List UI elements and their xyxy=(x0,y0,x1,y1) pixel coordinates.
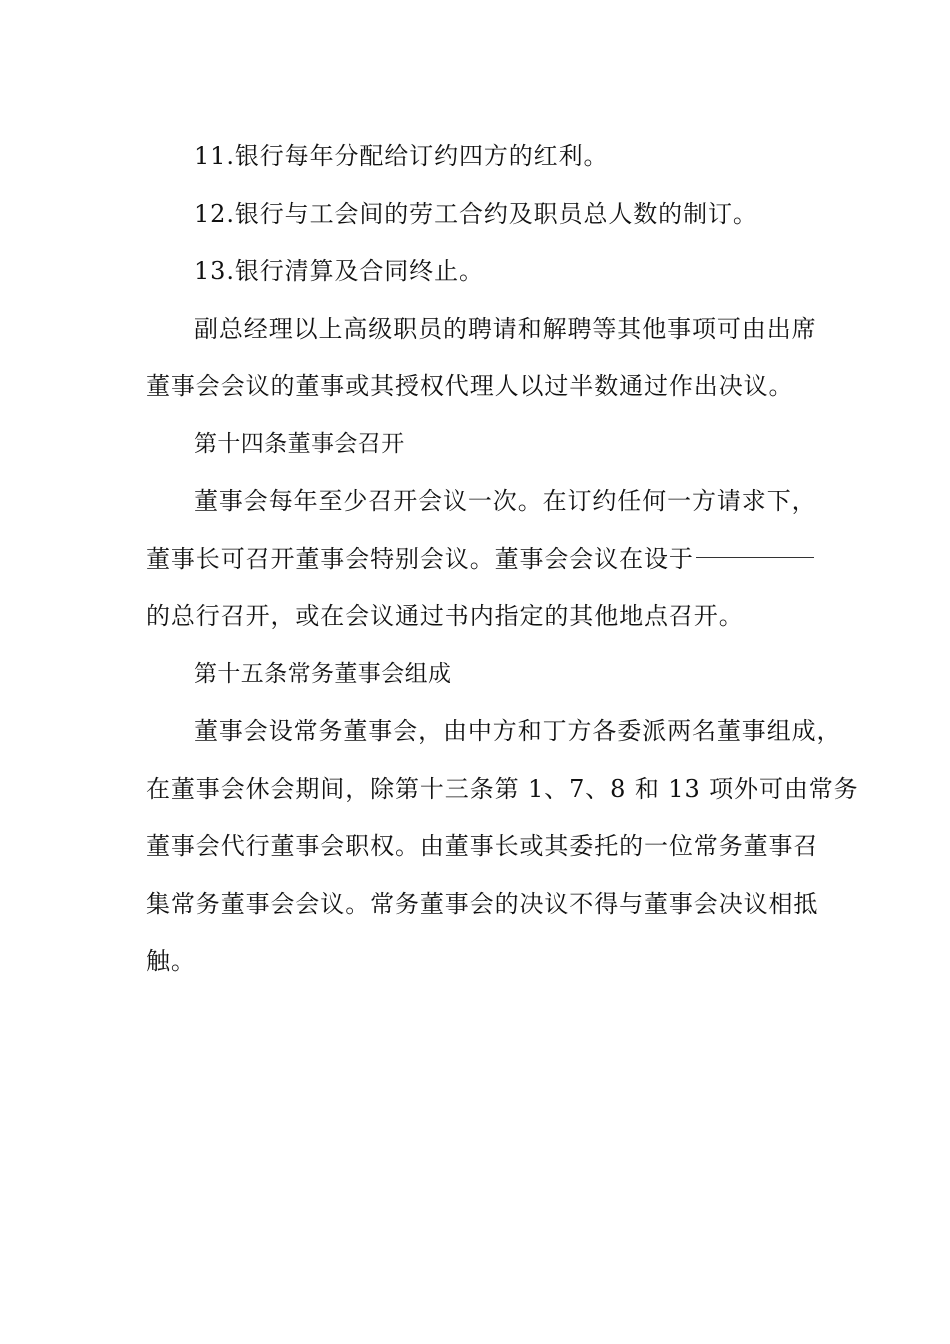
article-14-heading: 第十四条董事会召开 xyxy=(194,430,405,457)
paragraph-line: 副总经理以上高级职员的聘请和解聘等其他事项可由出席 xyxy=(194,314,817,343)
fill-in-blank xyxy=(696,556,814,558)
paragraph-line-with-blank xyxy=(146,531,816,589)
paragraph-line: 董事会会议的董事或其授权代理人以过半数通过作出决议。 xyxy=(146,372,794,400)
paragraph-line: 集常务董事会会议。常务董事会的决议不得与董事会决议相抵 xyxy=(146,889,819,918)
article-15-heading: 第十五条常务董事会组成 xyxy=(194,660,452,687)
paragraph-line: 董事会每年至少召开会议一次。在订约任何一方请求下， xyxy=(194,487,817,515)
document-body xyxy=(146,128,859,991)
list-item-13: 13.银行清算及合同终止。 xyxy=(194,257,484,285)
paragraph-line: 触。 xyxy=(146,947,196,975)
list-item-11: 11.银行每年分配给订约四方的红利。 xyxy=(194,142,609,170)
paragraph-line: 的总行召开，或在会议通过书内指定的其他地点召开。 xyxy=(146,602,744,630)
paragraph-line: 董事会代行董事会职权。由董事长或其委托的一位常务董事召 xyxy=(146,832,819,860)
paragraph-line: 在董事会休会期间，除第十三条第 1、7、8 和 13 项外可由常务 xyxy=(146,774,859,803)
paragraph-text: 董事长可召开董事会特别会议。董事会会议在设于 xyxy=(146,544,694,573)
list-item-12: 12.银行与工会间的劳工合约及职员总人数的制订。 xyxy=(194,199,758,228)
paragraph-line: 董事会设常务董事会，由中方和丁方各委派两名董事组成， xyxy=(194,717,842,745)
